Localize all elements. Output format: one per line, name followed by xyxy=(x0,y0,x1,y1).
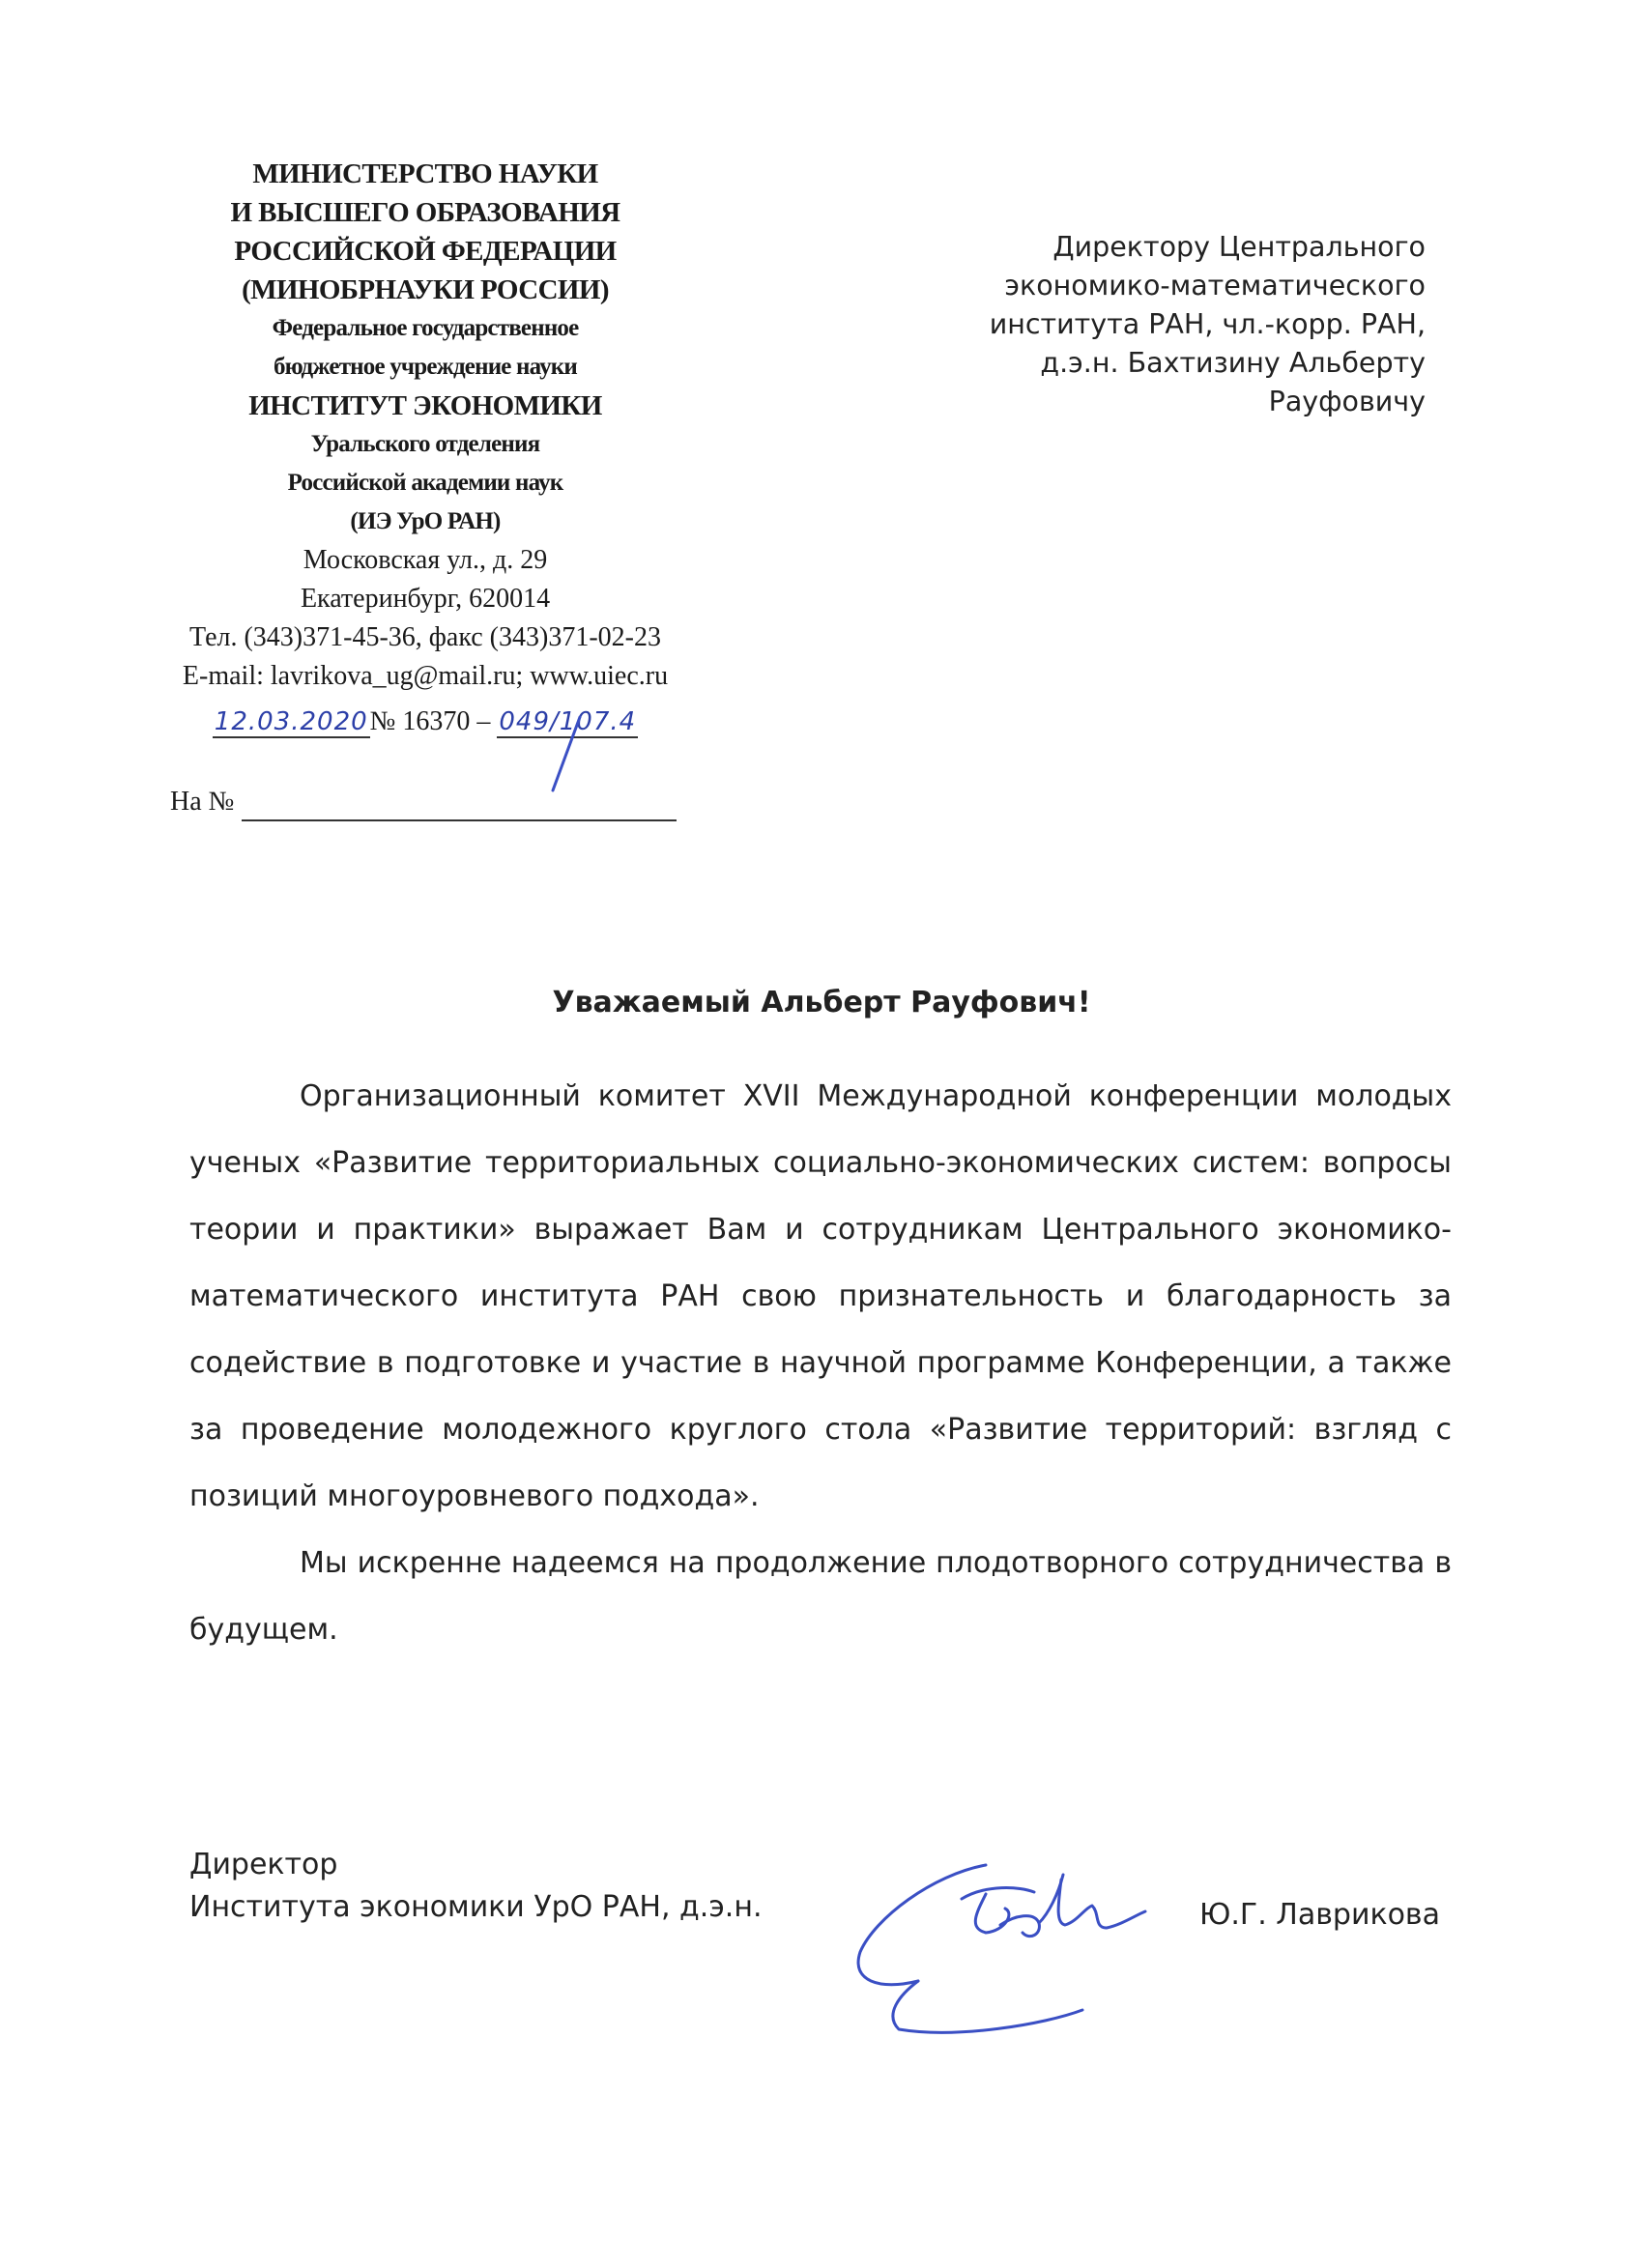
addressee-line-2: экономико-математического xyxy=(1004,270,1426,301)
outgoing-reference xyxy=(116,698,735,746)
reply-to-blank xyxy=(242,790,677,821)
address-street: Московская ул., д. 29 xyxy=(303,545,548,575)
handwritten-stroke-icon xyxy=(541,715,599,792)
email-website: E-mail: lavrikova_ug@mail.ru; www.uiec.ru xyxy=(182,661,669,691)
ministry-line-1: МИНИСТЕРСТВО НАУКИ xyxy=(252,158,598,189)
signatory-title-line-2: Института экономики УрО РАН, д.э.н. xyxy=(189,1890,763,1924)
outgoing-number-handwritten: 049/107.4 xyxy=(499,707,637,736)
addressee-line-3: института РАН, чл.-корр. РАН, xyxy=(989,308,1426,340)
institute-abbr: (ИЭ УрО РАН) xyxy=(350,508,501,534)
addressee-line-1: Директору Центрального xyxy=(1052,231,1426,263)
org-type-line-1: Федеральное государственное xyxy=(272,315,579,341)
ministry-line-2: И ВЫСШЕГО ОБРАЗОВАНИЯ xyxy=(230,197,620,228)
ministry-line-4: (МИНОБРНАУКИ РОССИИ) xyxy=(242,274,609,305)
addressee-line-4: д.э.н. Бахтизину Альберту xyxy=(1040,347,1426,379)
body-paragraph-1: Организационный комитет XVII Международной конференции молодых ученых «Развитие территориальных социально-экономических систем: вопросы теории и практики» выражает Вам и сотрудникам Центрального экономико-математического института РАН свою признательность и благодарность за содействие в подготовке и участие в научной программе Конференции, а также за проведение молодежного круглого стола «Развитие территорий: взгляд с позиций многоуровневого подхода». xyxy=(189,1079,1452,1513)
letterhead xyxy=(116,155,735,746)
reply-to-label: На № xyxy=(170,787,235,817)
letter-body xyxy=(189,1063,1452,1663)
branch-line-1: Уральского отделения xyxy=(310,431,540,457)
body-paragraph-2: Мы искренне надеемся на продолжение плодотворного сотрудничества в будущем. xyxy=(189,1546,1452,1647)
reply-to-field xyxy=(170,783,677,821)
signatory-title xyxy=(189,1844,763,1929)
branch-line-2: Российской академии наук xyxy=(287,470,563,496)
institute-name: ИНСТИТУТ ЭКОНОМИКИ xyxy=(248,390,602,421)
handwritten-signature xyxy=(841,1836,1160,2039)
address-city: Екатеринбург, 620014 xyxy=(300,584,551,614)
org-type-line-2: бюджетное учреждение науки xyxy=(273,354,577,380)
greeting: Уважаемый Альберт Рауфович! xyxy=(552,986,1091,1019)
outgoing-number-prefix: № 16370 – xyxy=(369,706,491,736)
addressee-line-5: Рауфовичу xyxy=(1268,386,1426,417)
outgoing-date: 12.03.2020 xyxy=(214,707,368,736)
phone-fax: Тел. (343)371-45-36, факс (343)371-02-23 xyxy=(189,622,661,652)
ministry-line-3: РОССИЙСКОЙ ФЕДЕРАЦИИ xyxy=(234,236,617,267)
addressee-block xyxy=(884,228,1426,421)
signatory-title-line-1: Директор xyxy=(189,1848,338,1881)
signatory-name: Ю.Г. Лаврикова xyxy=(1199,1898,1440,1932)
